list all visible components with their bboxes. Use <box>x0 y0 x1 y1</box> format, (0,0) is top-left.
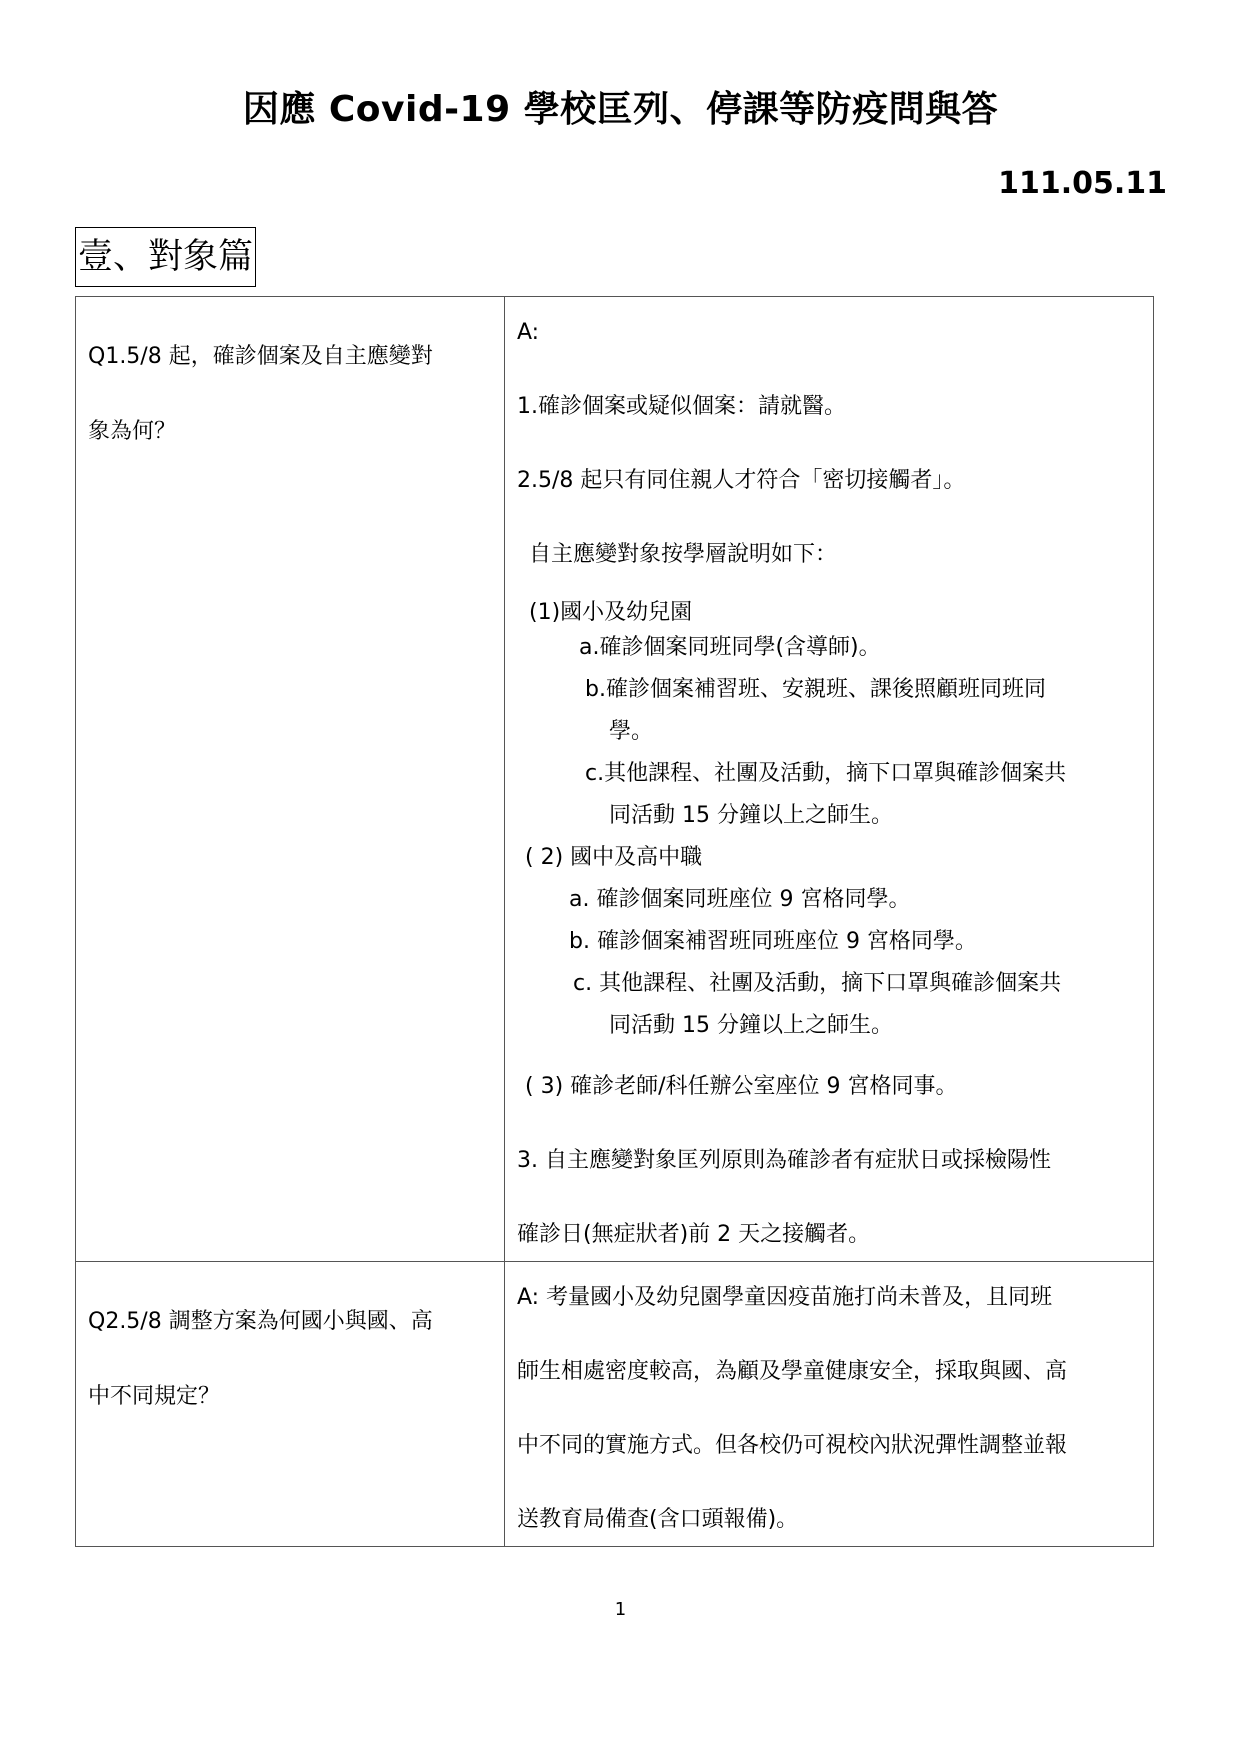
answer-line: 中不同的實施方式。但各校仍可視校內狀況彈性調整並報 <box>517 1433 1068 1458</box>
answer-line: a. 確診個案同班座位 9 宮格同學。 <box>569 887 911 912</box>
qa-row-1 <box>76 297 1154 1262</box>
answer-line: A: 考量國小及幼兒園學童因疫苗施打尚未普及，且同班 <box>517 1285 1053 1310</box>
question-line: 象為何？ <box>88 419 177 444</box>
answer-line: 2.5/8 起只有同住親人才符合「密切接觸者」。 <box>517 468 966 493</box>
qa-row-2 <box>76 1262 1154 1547</box>
answer-line: ( 2) 國中及高中職 <box>525 845 703 870</box>
section-heading: 壹、對象篇 <box>75 227 256 287</box>
answer-line: ( 3) 確診老師/科任辦公室座位 9 宮格同事。 <box>525 1074 958 1099</box>
answer-line: b.確診個案補習班、安親班、課後照顧班同班同 <box>585 677 1046 702</box>
page-number: 1 <box>614 1599 627 1620</box>
answer-line: 自主應變對象按學層說明如下： <box>529 542 838 567</box>
answer-line: 同活動 15 分鐘以上之師生。 <box>609 1013 893 1038</box>
answer-line: A: <box>517 320 540 345</box>
document-title: 因應 Covid-19 學校匡列、停課等防疫問與答 <box>242 89 999 130</box>
answer-line: a.確診個案同班同學(含導師)。 <box>579 635 881 660</box>
question-line: Q2.5/8 調整方案為何國小與國、高 <box>88 1309 433 1334</box>
answer-line: 確診日(無症狀者)前 2 天之接觸者。 <box>517 1222 871 1247</box>
answer-line: 師生相處密度較高，為顧及學童健康安全，採取與國、高 <box>517 1359 1068 1384</box>
answer-line: b. 確診個案補習班同班座位 9 宮格同學。 <box>569 929 977 954</box>
answer-line: 同活動 15 分鐘以上之師生。 <box>609 803 893 828</box>
answer-line: 3. 自主應變對象匡列原則為確診者有症狀日或採檢陽性 <box>517 1148 1051 1173</box>
question-line: 中不同規定？ <box>88 1384 221 1409</box>
document-date: 111.05.11 <box>998 166 1167 201</box>
answer-line: 送教育局備查(含口頭報備)。 <box>517 1507 799 1532</box>
answer-line: 1.確診個案或疑似個案：請就醫。 <box>517 394 846 419</box>
answer-cell-1 <box>505 297 1154 1262</box>
question-cell-2 <box>76 1262 505 1547</box>
answer-line: 學。 <box>609 719 654 744</box>
answer-line: c. 其他課程、社團及活動，摘下口罩與確診個案共 <box>573 971 1062 996</box>
question-cell-1 <box>76 297 505 1262</box>
question-line: Q1.5/8 起，確診個案及自主應變對 <box>88 344 433 369</box>
answer-cell-2 <box>505 1262 1154 1547</box>
qa-table <box>75 296 1154 1547</box>
answer-line: (1)國小及幼兒園 <box>529 600 693 625</box>
answer-line: c.其他課程、社團及活動，摘下口罩與確診個案共 <box>585 761 1067 786</box>
